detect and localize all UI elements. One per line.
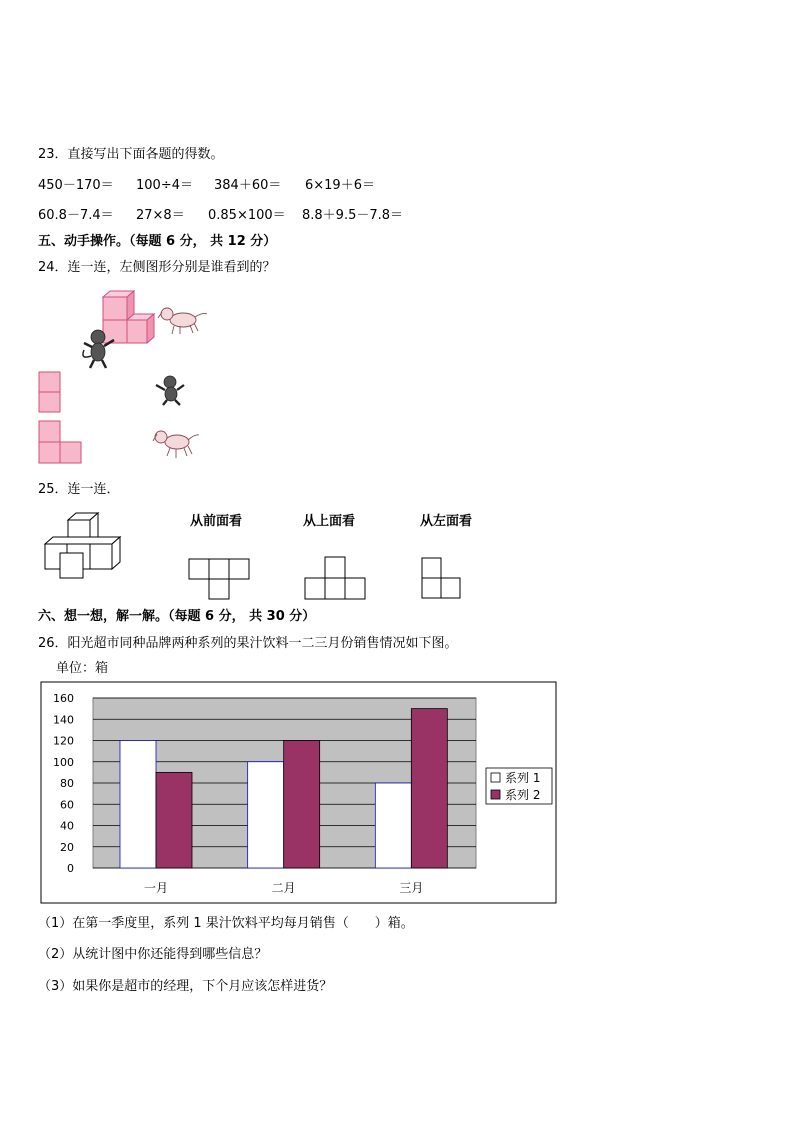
q23-title: 23．直接写出下面各题的得数。 xyxy=(38,147,224,162)
bar-1 xyxy=(120,741,156,869)
y-tick-label: 120 xyxy=(53,734,74,748)
bar-1 xyxy=(375,783,411,868)
y-tick-label: 0 xyxy=(67,862,74,875)
q26-subquestion-3: （3）如果你是超市的经理，下个月应该怎样进货？ xyxy=(38,979,333,994)
y-tick-label: 100 xyxy=(53,755,74,769)
bar-2 xyxy=(156,772,192,868)
view-label-front: 从前面看 xyxy=(190,514,243,529)
y-tick-label: 160 xyxy=(53,692,74,705)
y-tick-label: 60 xyxy=(60,798,74,812)
legend-label: 系列 1 xyxy=(505,771,541,785)
view-label-left: 从左面看 xyxy=(420,514,473,529)
bar-1 xyxy=(248,762,284,868)
q23-item: 8.8＋9.5－7.8＝ xyxy=(302,208,404,223)
y-tick-label: 140 xyxy=(53,713,74,727)
x-tick-label: 二月 xyxy=(271,881,296,895)
q25-title: 25．连一连． xyxy=(38,482,120,497)
q23-item: 100÷4＝ xyxy=(136,178,193,193)
view-label-top: 从上面看 xyxy=(303,514,356,529)
y-tick-label: 80 xyxy=(60,777,74,790)
bar-2 xyxy=(411,709,447,868)
bar-2 xyxy=(284,741,320,869)
section6-heading: 六、想一想，解一解。（每题 6 分， 共 30 分） xyxy=(38,609,316,624)
chart-legend xyxy=(486,768,552,804)
q23-item: 384＋60＝ xyxy=(214,178,282,193)
q23-item: 6×19＋6＝ xyxy=(305,178,375,193)
x-tick-label: 一月 xyxy=(143,881,169,895)
chart-unit-label: 单位：箱 xyxy=(56,661,109,676)
q26-title: 26．阳光超市同种品牌两种系列的果汁饮料一二三月份销售情况如下图。 xyxy=(38,636,458,651)
section5-heading: 五、动手操作。（每题 6 分， 共 12 分） xyxy=(38,234,277,249)
q24-title: 24．连一连，左侧图形分别是谁看到的？ xyxy=(38,260,276,275)
x-tick-label: 三月 xyxy=(399,881,424,895)
y-tick-label: 40 xyxy=(60,819,74,833)
q26-subquestion-1: （1）在第一季度里，系列 1 果汁饮料平均每月销售（ ）箱。 xyxy=(38,916,414,931)
y-tick-label: 20 xyxy=(60,840,74,854)
q23-item: 27×8＝ xyxy=(136,208,185,223)
legend-swatch xyxy=(491,790,500,799)
legend-label: 系列 2 xyxy=(505,788,541,802)
q23-item: 0.85×100＝ xyxy=(208,208,286,223)
q23-item: 450－170＝ xyxy=(38,178,114,193)
legend-swatch xyxy=(491,773,500,782)
q26-subquestion-2: （2）从统计图中你还能得到哪些信息？ xyxy=(38,947,268,962)
q23-item: 60.8－7.4＝ xyxy=(38,208,114,223)
